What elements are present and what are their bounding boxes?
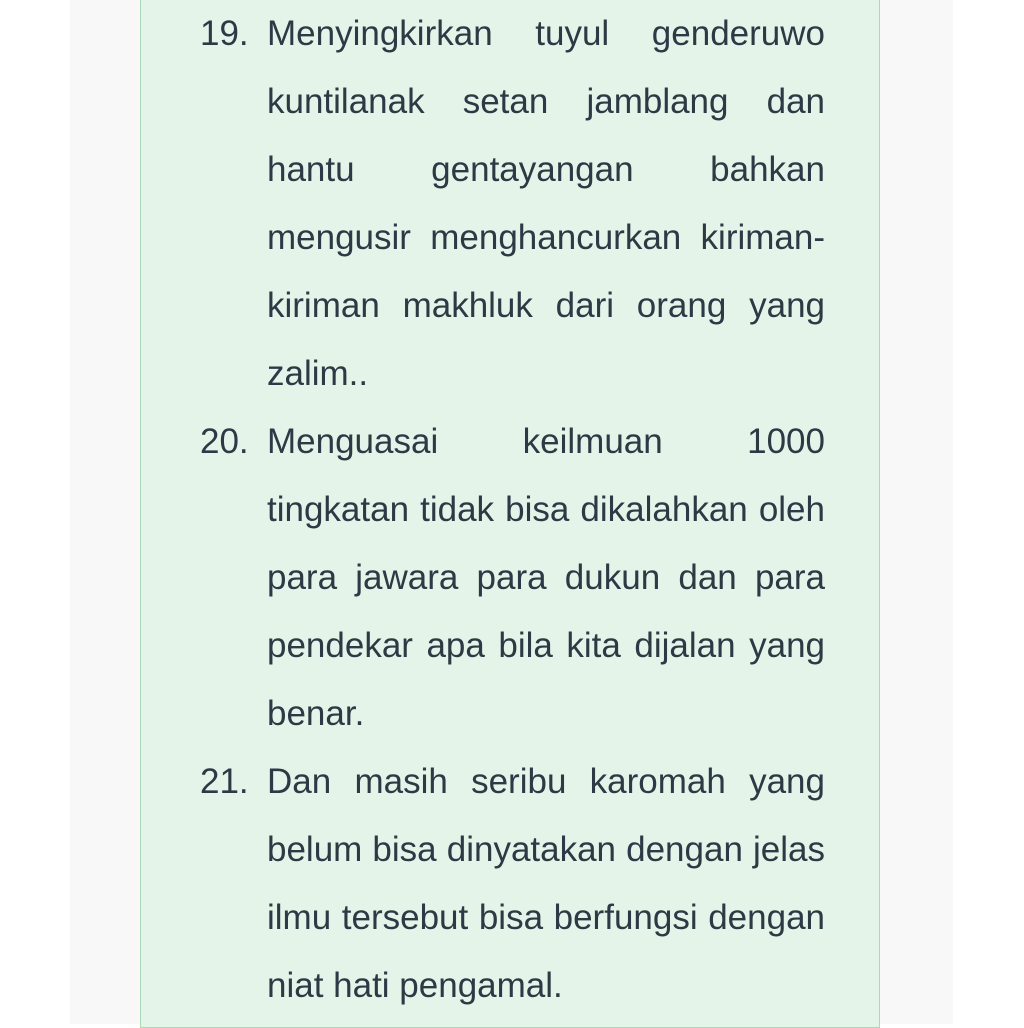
list-item-text: Menguasai keilmuan 1000 tingkatan tidak bisa dikalahkan oleh para jawara para dukun dan para pendekar apa bila kita dijalan yang benar.	[267, 422, 825, 733]
list-item	[200, 748, 825, 1020]
list-item-number: 21.	[200, 762, 249, 801]
list-item-number: 20.	[200, 422, 249, 461]
list-item	[200, 0, 825, 408]
list-item-text: Menyingkirkan tuyul genderuwo kuntilanak setan jamblang dan hantu gentayangan bahkan mengusir menghancurkan kiriman-kiriman makhluk dari orang yang zalim..	[267, 14, 825, 393]
numbered-list	[200, 0, 825, 1020]
list-item-text: Dan masih seribu karomah yang belum bisa dinyatakan dengan jelas ilmu tersebut bisa berfungsi dengan niat hati pengamal.	[267, 762, 825, 1005]
list-item-number: 19.	[200, 14, 249, 53]
list-item	[200, 408, 825, 748]
